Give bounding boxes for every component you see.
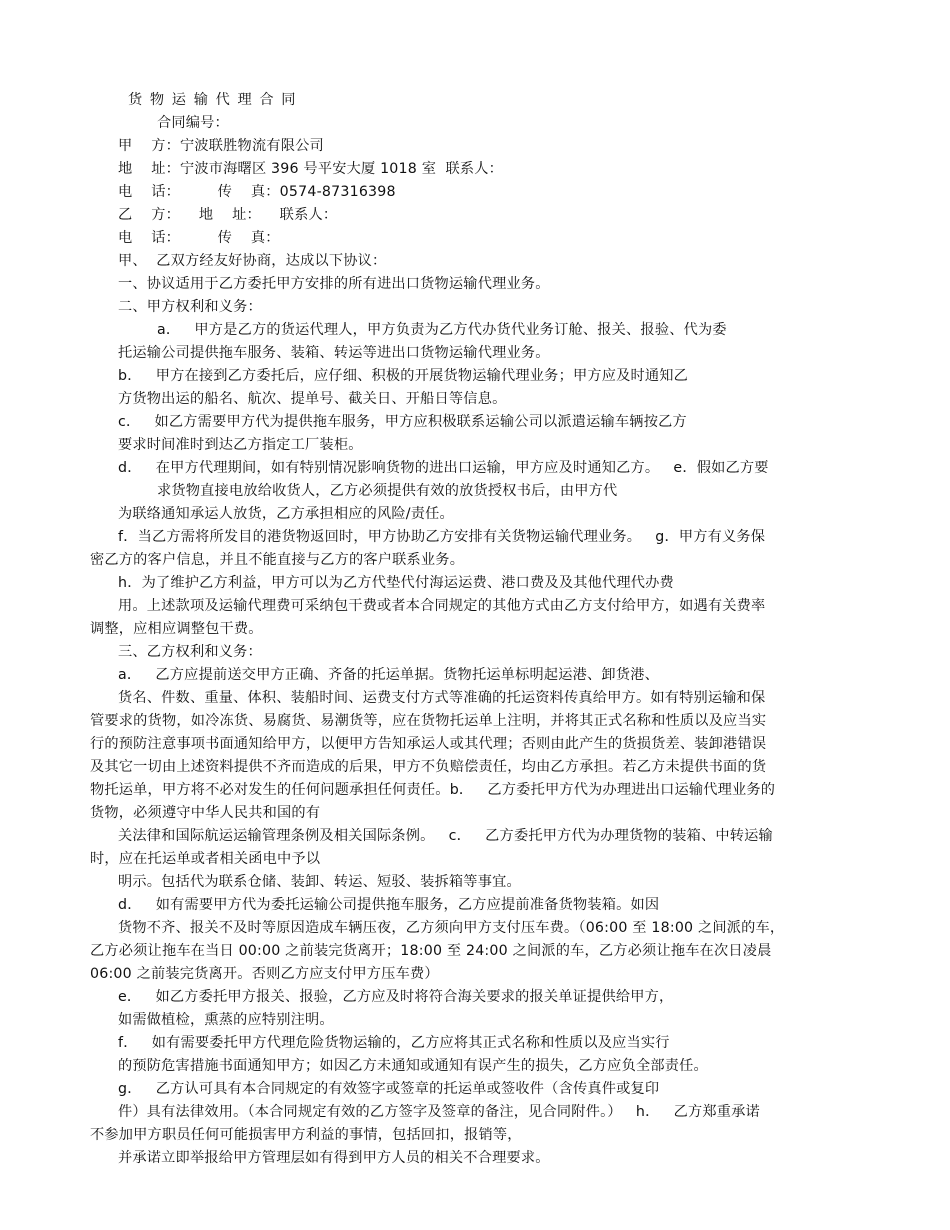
party-a-name-line: 甲 方：宁波联胜物流有限公司 <box>118 138 324 154</box>
contract-number-line: 合同编号： <box>157 115 229 131</box>
paragraph-line: 不参加甲方职员任何可能损害甲方利益的事情，包括回扣，报销等， <box>90 1127 522 1143</box>
paragraph-line: a． 乙方应提前送交甲方正确、齐备的托运单据。货物托运单标明起运港、卸货港、 <box>118 667 659 683</box>
paragraph-line: 如需做植检，熏蒸的应特别注明。 <box>118 1012 334 1028</box>
paragraph-line: 明示。包括代为联系仓储、装卸、转运、短驳、装拆箱等事宜。 <box>118 874 521 890</box>
document-title: 货 物 运 输 代 理 合 同 <box>128 92 298 108</box>
paragraph-line: 及其它一切由上述资料提供不齐而造成的后果，甲方不负赔偿责任，均由乙方承担。若乙方未提供书面的货 <box>90 759 767 775</box>
paragraph-line: 要求时间准时到达乙方指定工厂装柜。 <box>118 437 363 453</box>
paragraph-line: f． 如有需要委托甲方代理危险货物运输的，乙方应将其正式名称和性质以及应当实行 <box>118 1035 670 1051</box>
paragraph-line: 管要求的货物，如冷冻货、易腐货、易潮货等，应在货物托运单上注明，并将其正式名称和性质以及应当实 <box>90 713 767 729</box>
paragraph-line: 货物不齐、报关不及时等原因造成车辆压夜，乙方须向甲方支付压车费。（06:00 至 18:00 之间派的车， <box>118 920 785 936</box>
party-a-phone-line: 电 话： 传 真：0574-87316398 <box>118 184 396 200</box>
paragraph-line: 时，应在托运单或者相关函电中予以 <box>90 851 321 867</box>
paragraph-line: c． 如乙方需要甲方代为提供拖车服务，甲方应积极联系运输公司以派遣运输车辆按乙方 <box>118 414 687 430</box>
paragraph-line: 密乙方的客户信息，并且不能直接与乙方的客户联系业务。 <box>90 552 465 568</box>
paragraph-line: 求货物直接电放给收货人，乙方必须提供有效的放货授权书后，由甲方代 <box>157 483 618 499</box>
paragraph-line: 的预防危害措施书面通知甲方；如因乙方未通知或通知有误产生的损失，乙方应负全部责任。 <box>118 1058 708 1074</box>
paragraph-line: f．当乙方需将所发目的港货物返回时，甲方协助乙方安排有关货物运输代理业务。 g．甲方有义务保 <box>118 529 766 545</box>
paragraph-line: 06:00 之前装完货离开。否则乙方应支付甲方压车费） <box>90 966 439 982</box>
paragraph-line: 为联络通知承运人放货，乙方承担相应的风险/责任。 <box>118 506 454 522</box>
paragraph-line: h．为了维护乙方利益，甲方可以为乙方代垫代付海运运费、港口费及及其他代理代办费 <box>118 575 674 591</box>
paragraph-line: 件）具有法律效用。（本合同规定有效的乙方签字及签章的备注，见合同附件。） h． 乙方郑重承诺 <box>118 1104 760 1120</box>
party-b-name-line: 乙 方： 地 址： 联系人： <box>118 207 338 223</box>
paragraph-line: e． 如乙方委托甲方报关、报验，乙方应及时将符合海关要求的报关单证提供给甲方， <box>118 989 674 1005</box>
paragraph-line: b． 甲方在接到乙方委托后，应仔细、积极的开展货物运输代理业务；甲方应及时通知乙 <box>118 368 689 384</box>
party-a-address-line: 地 址：宁波市海曙区 396 号平安大厦 1018 室 联系人： <box>118 161 504 177</box>
paragraph-line: 用。上述款项及运输代理费可采纳包干费或者本合同规定的其他方式由乙方支付给甲方，如遇有关费率 <box>118 598 766 614</box>
paragraph-line: 行的预防注意事项书面通知给甲方，以便甲方告知承运人或其代理；否则由此产生的货损货差、装卸港错误 <box>90 736 767 752</box>
section-two-heading: 二、甲方权利和义务： <box>118 299 262 315</box>
paragraph-line: 货名、件数、重量、体积、装船时间、运费支付方式等准确的托运资料传真给甲方。如有特别运输和保 <box>118 690 766 706</box>
paragraph-line: 关法律和国际航运运输管理条例及相关国际条例。 c． 乙方委托甲方代为办理货物的装箱、中转运输 <box>118 828 773 844</box>
party-b-phone-line: 电 话： 传 真： <box>118 230 280 246</box>
paragraph-line: 乙方必须让拖车在当日 00:00 之前装完货离开；18:00 至 24:00 之间派的车，乙方必须让拖车在次日凌晨 <box>90 943 772 959</box>
paragraph-line: 调整，应相应调整包干费。 <box>90 621 263 637</box>
paragraph-line: 托运输公司提供拖车服务、装箱、转运等进出口货物运输代理业务。 <box>118 345 550 361</box>
paragraph-line: 货物，必须遵守中华人民共和国的有 <box>90 805 321 821</box>
paragraph-line: 物托运单，甲方将不必对发生的任何问题承担任何责任。b． 乙方委托甲方代为办理进出口运输代理业务的 <box>90 782 776 798</box>
paragraph-line: d． 在甲方代理期间，如有特别情况影响货物的进出口运输，甲方应及时通知乙方。 e．假如乙方要 <box>118 460 769 476</box>
paragraph-line: d． 如有需要甲方代为委托运输公司提供拖车服务，乙方应提前准备货物装箱。如因 <box>118 897 660 913</box>
agreement-intro: 甲、 乙双方经友好协商，达成以下协议： <box>118 253 387 269</box>
paragraph-line: g． 乙方认可具有本合同规定的有效签字或签章的托运单或签收件（含传真件或复印 <box>118 1081 660 1097</box>
paragraph-line: 并承诺立即举报给甲方管理层如有得到甲方人员的相关不合理要求。 <box>118 1150 550 1166</box>
paragraph-line: a． 甲方是乙方的货运代理人，甲方负责为乙方代办货代业务订舱、报关、报验、代为委 <box>157 322 727 338</box>
section-one: 一、协议适用于乙方委托甲方安排的所有进出口货物运输代理业务。 <box>118 276 550 292</box>
paragraph-line: 方货物出运的船名、航次、提单号、截关日、开船日等信息。 <box>118 391 507 407</box>
section-three-heading: 三、乙方权利和义务： <box>118 644 262 660</box>
